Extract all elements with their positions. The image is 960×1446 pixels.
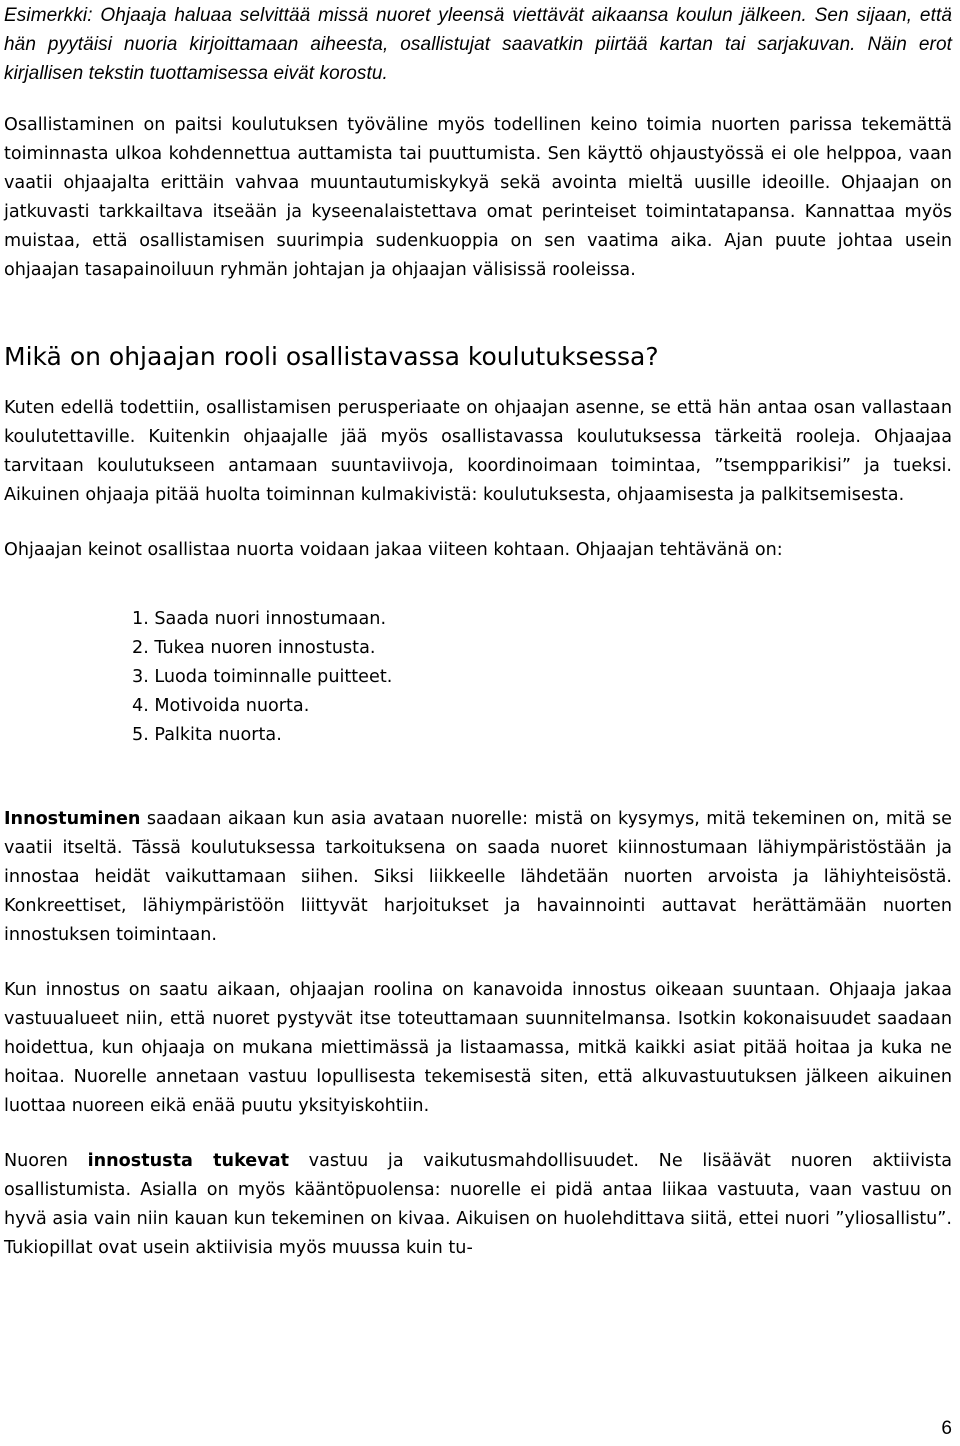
page-number: 6 bbox=[941, 1418, 952, 1439]
bold-term: Innostuminen bbox=[4, 809, 141, 829]
paragraph-text: saadaan aikaan kun asia avataan nuorelle: mistä on kysymys, mitä tekeminen on, mitä se vaatii itseltä. Tässä koulutuksessa tarkoituksena on saada nuoret kiinnostumaan lähiympäristöstään ja innostaa heidät vaikuttamaan siihen. Siksi liikkeelle lähdetään nuorten arvoista ja lähiyhteisöstä. Konkreettiset, lähiympäristöön liittyvät harjoitukset ja havainnointi auttavat herättämään nuorten innostuksen toimintaan. bbox=[4, 809, 952, 945]
list-item: 4. Motivoida nuorta. bbox=[132, 696, 310, 716]
steps-list bbox=[132, 605, 952, 750]
paragraph-instructor-role: Kuten edellä todettiin, osallistamisen perusperiaate on ohjaajan asenne, se että hän antaa osan vallastaan koulutettaville. Kuitenkin ohjaajalle jää myös osallistavassa koulutuksessa tärkeitä rooleja. Ohjaajaa tarvitaan koulutukseen antamaan suuntaviivoja, koordinoimaan toimintaa, ”tsempparikisi” ja tueksi. Aikuinen ohjaaja pitää huolta toiminnan kulmakivistä: koulutuksesta, ohjaamisesta ja palkitsemisesta. bbox=[4, 398, 952, 505]
list-item: 1. Saada nuori innostumaan. bbox=[132, 609, 387, 629]
list-item: 3. Luoda toiminnalle puitteet. bbox=[132, 667, 393, 687]
document-page bbox=[4, 0, 952, 1263]
paragraph-participation: Osallistaminen on paitsi koulutuksen työväline myös todellinen keino toimia nuorten parissa tekemättä toiminnasta ulkoa kohdennettua auttamista tai puuttumista. Sen käyttö ohjaustyössä ei ole helppoa, vaan vaatii ohjaajalta erittäin vahvaa muuntautumiskykyä sekä avointa mieltä uusille ideoille. Ohjaajan on jatkuvasti tarkkailtava itseään ja kyseenalaistettava omat perinteiset toimintatapansa. Kannattaa myös muistaa, että osallistamisen suurimpia sudenkuoppia on sen vaatima aika. Ajan puute johtaa usein ohjaajan tasapainoiluun ryhmän johtajan ja ohjaajan välisissä rooleissa. bbox=[4, 115, 952, 280]
bold-term: innostusta tukevat bbox=[87, 1151, 289, 1171]
paragraph-methods-intro: Ohjaajan keinot osallistaa nuorta voidaan jakaa viiteen kohtaan. Ohjaajan tehtävänä on: bbox=[4, 540, 783, 560]
paragraph-enthusiasm bbox=[4, 805, 952, 950]
paragraph-text: vastuu ja vaikutusmahdollisuudet. Ne lisäävät nuoren aktiivista osallistumista. Asialla on myös kääntöpuolensa: nuorelle ei pidä antaa liikaa vastuuta, vaan vastuu on hyvä asia vain niin kauan kun tekeminen on kivaa. Aikuisen on huolehdittava siitä, ettei nuori ”yliosallistu”. Tukiopillat ovat usein aktiivisia myös muussa kuin tu- bbox=[4, 1151, 952, 1258]
paragraph-channeling: Kun innostus on saatu aikaan, ohjaajan roolina on kanavoida innostus oikeaan suuntaan. Ohjaaja jakaa vastuualueet niin, että nuoret pystyvät itse toteuttamaan suunnitelmansa. Isotkin kokonaisuudet saadaan hoidettua, kun ohjaaja on mukana miettimässä ja listaamassa, mitkä kaikki asiat pitää hoitaa ja kuka ne hoitaa. Nuorelle annetaan vastuu lopullisesta tekemisestä siten, että alkuvastuutuksen jälkeen aikuinen luottaa nuoreen eikä enää puutu yksityiskohtiin. bbox=[4, 980, 952, 1116]
list-item: 2. Tukea nuoren innostusta. bbox=[132, 638, 376, 658]
example-paragraph: Esimerkki: Ohjaaja haluaa selvittää missä nuoret yleensä viettävät aikaansa koulun jälkeen. Sen sijaan, että hän pyytäisi nuoria kirjoittamaan aiheesta, osallistujat saavatkin piirtää kartan tai sarjakuvan. Näin erot kirjallisen tekstin tuottamisessa eivät korostu. bbox=[4, 5, 952, 84]
paragraph-support bbox=[4, 1147, 952, 1263]
paragraph-text: Nuoren bbox=[4, 1151, 88, 1171]
list-item: 5. Palkita nuorta. bbox=[132, 725, 282, 745]
section-heading: Mikä on ohjaajan rooli osallistavassa koulutuksessa? bbox=[4, 342, 659, 371]
